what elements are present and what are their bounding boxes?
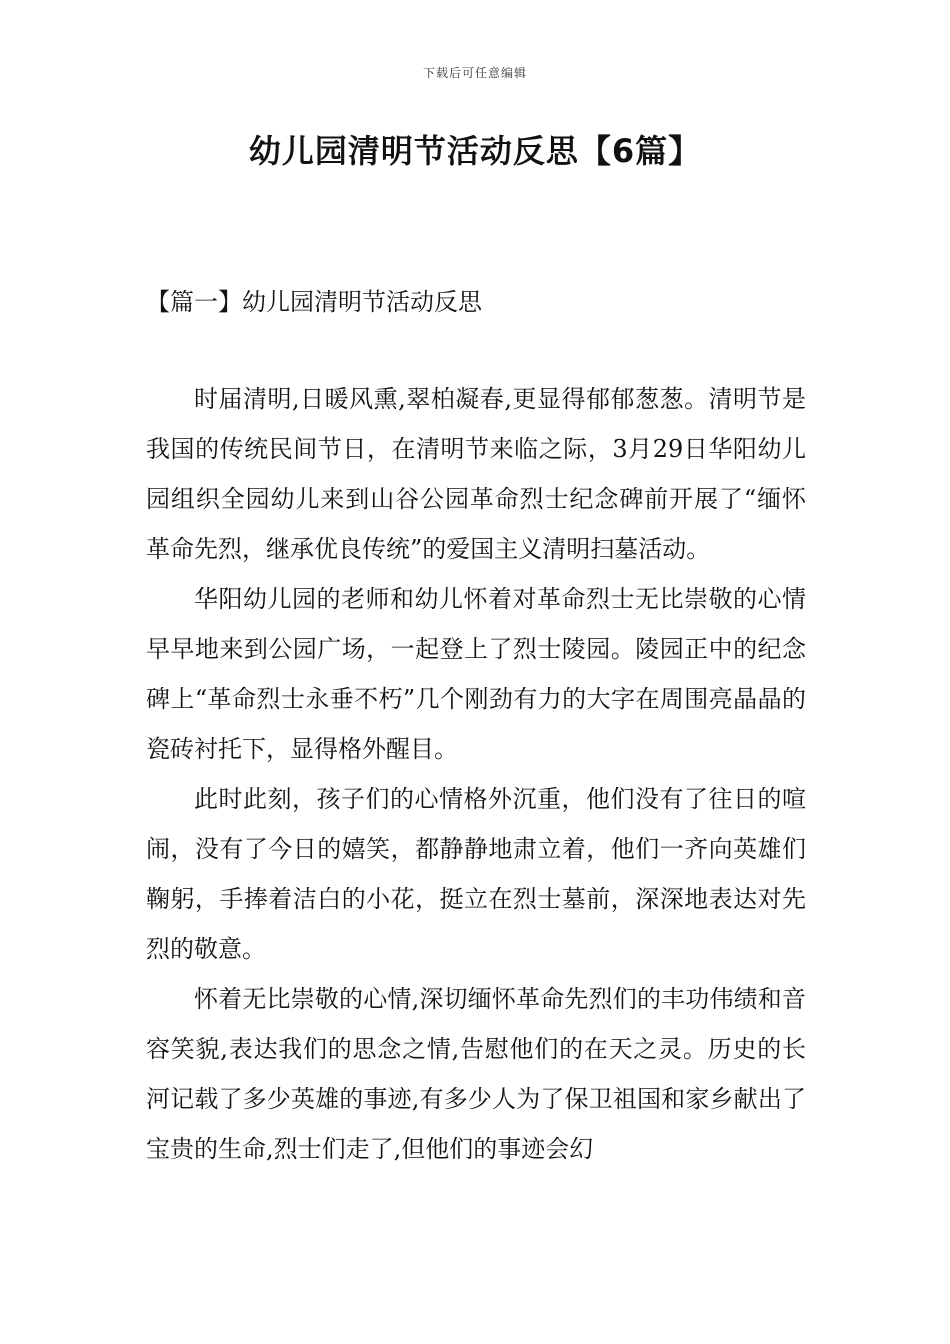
document-title: 幼儿园清明节活动反思【6篇】 [248, 132, 702, 170]
paragraph: 华阳幼儿园的老师和幼儿怀着对革命烈士无比崇敬的心情早早地来到公园广场，一起登上了烈士陵园。陵园正中的纪念碑上“革命烈士永垂不朽”几个刚劲有力的大字在周围亮晶晶的瓷砖衬托下，显得格外醒目。 [146, 585, 806, 763]
header-note: 下载后可任意编辑 [422, 66, 527, 80]
paragraph: 时届清明,日暖风熏,翠柏凝春,更显得郁郁葱葱。清明节是我国的传统民间节日，在清明节来临之际，3月29日华阳幼儿园组织全园幼儿来到山谷公园革命烈士纪念碑前开展了“缅怀革命先烈，继承优良传统”的爱国主义清明扫墓活动。 [146, 385, 806, 563]
paragraph: 此时此刻，孩子们的心情格外沉重，他们没有了往日的喧闹，没有了今日的嬉笑，都静静地肃立着，他们一齐向英雄们鞠躬，手捧着洁白的小花，挺立在烈士墓前，深深地表达对先烈的敬意。 [146, 785, 806, 963]
paragraph: 怀着无比崇敬的心情,深切缅怀革命先烈们的丰功伟绩和音容笑貌,表达我们的思念之情,告慰他们的在天之灵。历史的长河记载了多少英雄的事迹,有多少人为了保卫祖国和家乡献出了宝贵的生命,烈士们走了,但他们的事迹会幻 [146, 985, 806, 1163]
section-heading: 【篇一】幼儿园清明节活动反思 [146, 288, 482, 316]
body-text [146, 374, 806, 1174]
